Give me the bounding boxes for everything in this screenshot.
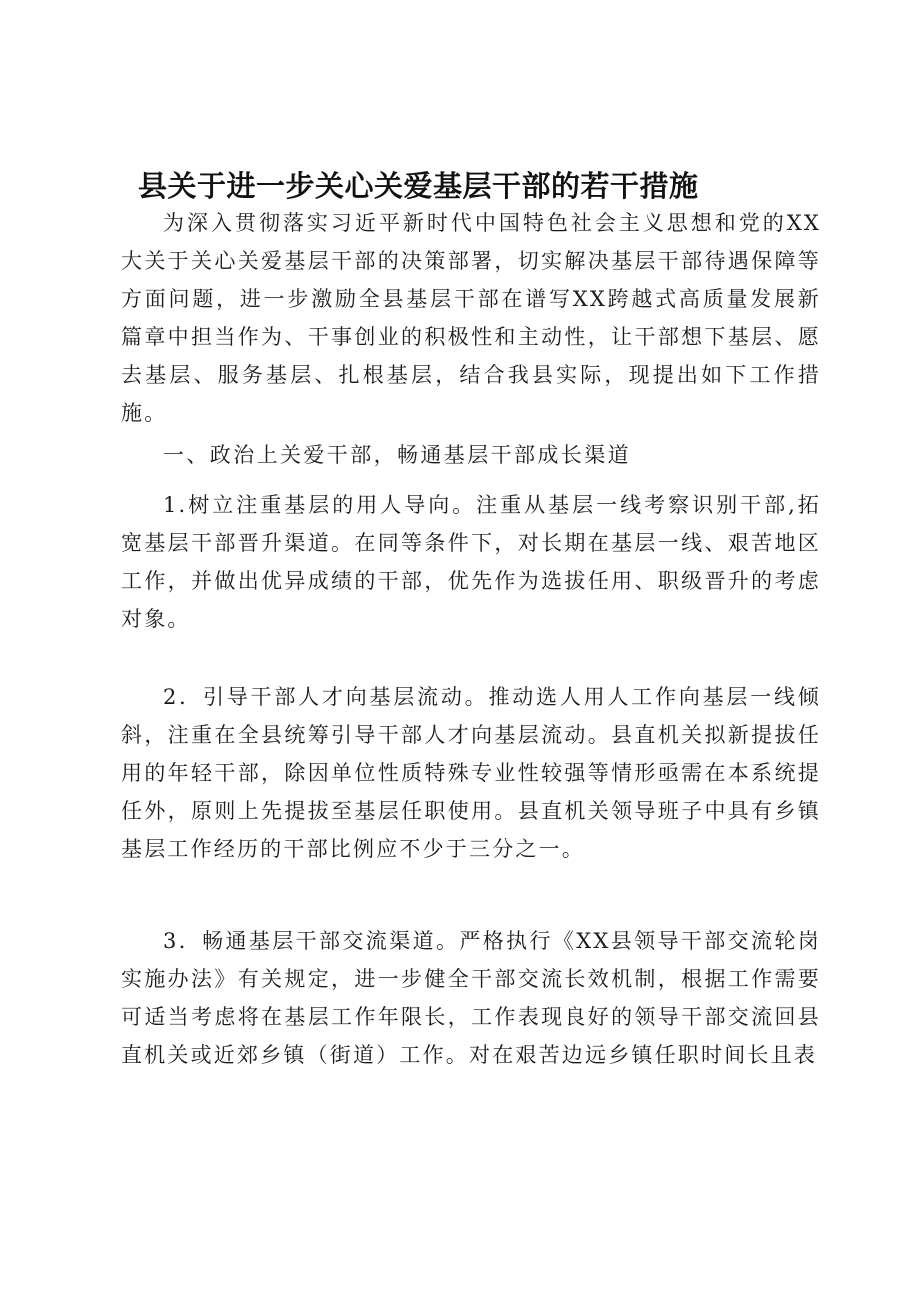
- document-title: 县关于进一步关心关爱基层干部的若干措施: [138, 169, 699, 203]
- section-heading: 一、政治上关爱干部，畅通基层干部成长渠道: [163, 443, 631, 467]
- intro-paragraph: 为深入贯彻落实习近平新时代中国特色社会主义思想和党的XX大关于关心关爱基层干部的决策部署，切实解决基层干部待遇保障等方面问题，进一步激励全县基层干部在谱写XX跨越式高质量发展新篇章中担当作为、干事创业的积极性和主动性，让干部想下基层、愿去基层、服务基层、扎根基层，结合我县实际，现提出如下工作措施。: [121, 211, 821, 425]
- item-2-paragraph: 2．引导干部人才向基层流动。推动选人用人工作向基层一线倾斜，注重在全县统筹引导干部人才向基层流动。县直机关拟新提拔任用的年轻干部，除因单位性质特殊专业性较强等情形亟需在本系统提任外，原则上先提拔至基层任职使用。县直机关领导班子中具有乡镇基层工作经历的干部比例应不少于三分之一。: [121, 685, 821, 861]
- item-1-paragraph: 1.树立注重基层的用人导向。注重从基层一线考察识别干部,拓宽基层干部晋升渠道。在同等条件下，对长期在基层一线、艰苦地区工作，并做出优异成绩的干部，优先作为选拔任用、职级晋升的考虑对象。: [121, 493, 821, 631]
- item-3-paragraph: 3．畅通基层干部交流渠道。严格执行《XX县领导干部交流轮岗实施办法》有关规定，进一步健全干部交流长效机制，根据工作需要可适当考虑将在基层工作年限长，工作表现良好的领导干部交流回县直机关或近郊乡镇（街道）工作。对在艰苦边远乡镇任职时间长且表: [121, 929, 821, 1067]
